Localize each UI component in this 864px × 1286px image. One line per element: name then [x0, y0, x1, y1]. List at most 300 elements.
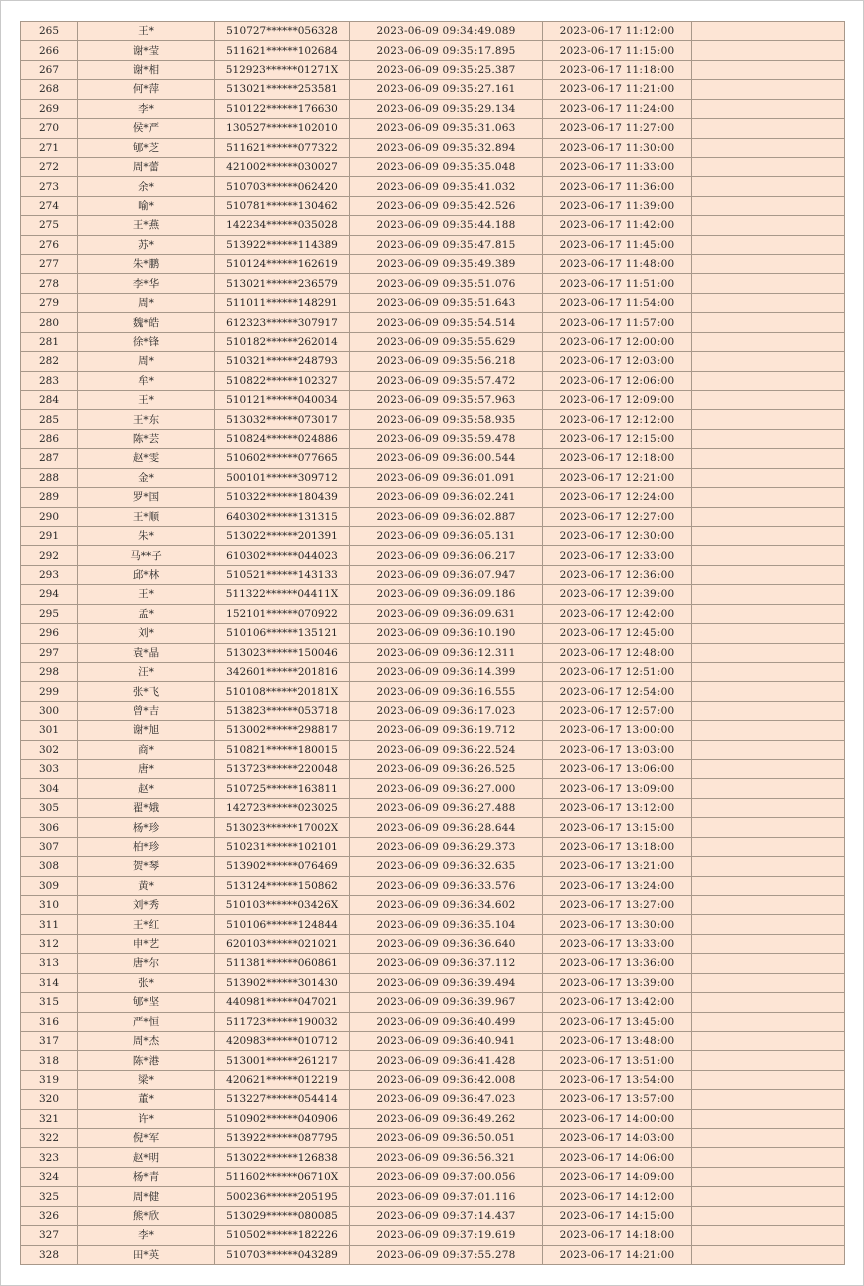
row-number-cell: 278 [21, 274, 78, 293]
name-cell: 杨*青 [78, 1167, 215, 1186]
id-number-cell: 510725******163811 [215, 779, 350, 798]
table-row [21, 371, 845, 390]
row-number-cell: 323 [21, 1148, 78, 1167]
submit-time-cell: 2023-06-09 09:36:42.008 [350, 1070, 543, 1089]
row-number-cell: 304 [21, 779, 78, 798]
id-number-cell: 510106******124844 [215, 915, 350, 934]
table-row [21, 818, 845, 837]
table-row [21, 546, 845, 565]
row-number-cell: 281 [21, 332, 78, 351]
submit-time-cell: 2023-06-09 09:36:05.131 [350, 526, 543, 545]
remark-cell [692, 798, 845, 817]
appointment-time-cell: 2023-06-17 12:27:00 [543, 507, 692, 526]
appointment-time-cell: 2023-06-17 13:39:00 [543, 973, 692, 992]
id-number-cell: 510781******130462 [215, 196, 350, 215]
id-number-cell: 500236******205195 [215, 1187, 350, 1206]
row-number-cell: 273 [21, 177, 78, 196]
submit-time-cell: 2023-06-09 09:36:00.544 [350, 449, 543, 468]
remark-cell [692, 662, 845, 681]
submit-time-cell: 2023-06-09 09:36:19.712 [350, 721, 543, 740]
id-number-cell: 511621******102684 [215, 41, 350, 60]
row-number-cell: 309 [21, 876, 78, 895]
submit-time-cell: 2023-06-09 09:36:22.524 [350, 740, 543, 759]
table-row [21, 1031, 845, 1050]
table-row [21, 410, 845, 429]
id-number-cell: 513029******080085 [215, 1206, 350, 1225]
table-row [21, 915, 845, 934]
name-cell: 曾*吉 [78, 701, 215, 720]
id-number-cell: 513022******201391 [215, 526, 350, 545]
name-cell: 马**子 [78, 546, 215, 565]
row-number-cell: 283 [21, 371, 78, 390]
registration-table [20, 21, 845, 1265]
table-row [21, 876, 845, 895]
remark-cell [692, 235, 845, 254]
remark-cell [692, 1109, 845, 1128]
name-cell: 孟* [78, 604, 215, 623]
id-number-cell: 513001******261217 [215, 1051, 350, 1070]
remark-cell [692, 488, 845, 507]
table-row [21, 274, 845, 293]
remark-cell [692, 624, 845, 643]
table-row [21, 235, 845, 254]
row-number-cell: 282 [21, 352, 78, 371]
name-cell: 朱* [78, 526, 215, 545]
remark-cell [692, 177, 845, 196]
id-number-cell: 500101******309712 [215, 468, 350, 487]
id-number-cell: 510122******176630 [215, 99, 350, 118]
table-row [21, 196, 845, 215]
row-number-cell: 303 [21, 760, 78, 779]
row-number-cell: 313 [21, 954, 78, 973]
appointment-time-cell: 2023-06-17 13:24:00 [543, 876, 692, 895]
remark-cell [692, 468, 845, 487]
remark-cell [692, 255, 845, 274]
appointment-time-cell: 2023-06-17 13:06:00 [543, 760, 692, 779]
appointment-time-cell: 2023-06-17 11:54:00 [543, 293, 692, 312]
submit-time-cell: 2023-06-09 09:36:39.967 [350, 993, 543, 1012]
row-number-cell: 302 [21, 740, 78, 759]
row-number-cell: 284 [21, 391, 78, 410]
id-number-cell: 513021******253581 [215, 80, 350, 99]
row-number-cell: 274 [21, 196, 78, 215]
submit-time-cell: 2023-06-09 09:35:47.815 [350, 235, 543, 254]
appointment-time-cell: 2023-06-17 12:39:00 [543, 585, 692, 604]
name-cell: 谢*莹 [78, 41, 215, 60]
appointment-time-cell: 2023-06-17 14:12:00 [543, 1187, 692, 1206]
table-row [21, 99, 845, 118]
row-number-cell: 306 [21, 818, 78, 837]
row-number-cell: 291 [21, 526, 78, 545]
table-row [21, 1187, 845, 1206]
row-number-cell: 279 [21, 293, 78, 312]
table-row [21, 1167, 845, 1186]
submit-time-cell: 2023-06-09 09:36:01.091 [350, 468, 543, 487]
table-row [21, 507, 845, 526]
table-row [21, 954, 845, 973]
row-number-cell: 289 [21, 488, 78, 507]
appointment-time-cell: 2023-06-17 13:36:00 [543, 954, 692, 973]
id-number-cell: 511602******06710X [215, 1167, 350, 1186]
remark-cell [692, 740, 845, 759]
id-number-cell: 513902******301430 [215, 973, 350, 992]
table-row [21, 993, 845, 1012]
submit-time-cell: 2023-06-09 09:36:07.947 [350, 565, 543, 584]
row-number-cell: 276 [21, 235, 78, 254]
appointment-time-cell: 2023-06-17 13:57:00 [543, 1090, 692, 1109]
name-cell: 李* [78, 99, 215, 118]
appointment-time-cell: 2023-06-17 13:00:00 [543, 721, 692, 740]
submit-time-cell: 2023-06-09 09:37:01.116 [350, 1187, 543, 1206]
name-cell: 李*华 [78, 274, 215, 293]
row-number-cell: 272 [21, 157, 78, 176]
appointment-time-cell: 2023-06-17 12:42:00 [543, 604, 692, 623]
remark-cell [692, 60, 845, 79]
appointment-time-cell: 2023-06-17 11:12:00 [543, 22, 692, 41]
table-row [21, 80, 845, 99]
row-number-cell: 316 [21, 1012, 78, 1031]
name-cell: 熊*欣 [78, 1206, 215, 1225]
submit-time-cell: 2023-06-09 09:36:17.023 [350, 701, 543, 720]
row-number-cell: 294 [21, 585, 78, 604]
table-row [21, 624, 845, 643]
id-number-cell: 510902******040906 [215, 1109, 350, 1128]
submit-time-cell: 2023-06-09 09:36:26.525 [350, 760, 543, 779]
name-cell: 黄* [78, 876, 215, 895]
submit-time-cell: 2023-06-09 09:36:27.488 [350, 798, 543, 817]
remark-cell [692, 1129, 845, 1148]
submit-time-cell: 2023-06-09 09:37:55.278 [350, 1245, 543, 1264]
remark-cell [692, 1070, 845, 1089]
row-number-cell: 324 [21, 1167, 78, 1186]
remark-cell [692, 895, 845, 914]
table-row [21, 22, 845, 41]
table-row [21, 526, 845, 545]
id-number-cell: 510521******143133 [215, 565, 350, 584]
remark-cell [692, 546, 845, 565]
remark-cell [692, 701, 845, 720]
remark-cell [692, 973, 845, 992]
name-cell: 苏* [78, 235, 215, 254]
appointment-time-cell: 2023-06-17 11:51:00 [543, 274, 692, 293]
name-cell: 王* [78, 391, 215, 410]
id-number-cell: 513902******076469 [215, 857, 350, 876]
remark-cell [692, 216, 845, 235]
name-cell: 倪*军 [78, 1129, 215, 1148]
remark-cell [692, 604, 845, 623]
remark-cell [692, 196, 845, 215]
row-number-cell: 308 [21, 857, 78, 876]
appointment-time-cell: 2023-06-17 14:06:00 [543, 1148, 692, 1167]
table-row [21, 740, 845, 759]
id-number-cell: 342601******201816 [215, 662, 350, 681]
id-number-cell: 420621******012219 [215, 1070, 350, 1089]
table-row [21, 1012, 845, 1031]
appointment-time-cell: 2023-06-17 12:45:00 [543, 624, 692, 643]
id-number-cell: 511011******148291 [215, 293, 350, 312]
table-row [21, 798, 845, 817]
submit-time-cell: 2023-06-09 09:36:56.321 [350, 1148, 543, 1167]
remark-cell [692, 1245, 845, 1264]
appointment-time-cell: 2023-06-17 12:30:00 [543, 526, 692, 545]
table-row [21, 837, 845, 856]
appointment-time-cell: 2023-06-17 12:12:00 [543, 410, 692, 429]
appointment-time-cell: 2023-06-17 12:06:00 [543, 371, 692, 390]
id-number-cell: 612323******307917 [215, 313, 350, 332]
appointment-time-cell: 2023-06-17 12:03:00 [543, 352, 692, 371]
row-number-cell: 317 [21, 1031, 78, 1050]
submit-time-cell: 2023-06-09 09:36:10.190 [350, 624, 543, 643]
id-number-cell: 130527******102010 [215, 119, 350, 138]
submit-time-cell: 2023-06-09 09:36:12.311 [350, 643, 543, 662]
name-cell: 刘*秀 [78, 895, 215, 914]
row-number-cell: 268 [21, 80, 78, 99]
appointment-time-cell: 2023-06-17 12:21:00 [543, 468, 692, 487]
remark-cell [692, 507, 845, 526]
row-number-cell: 297 [21, 643, 78, 662]
id-number-cell: 510231******102101 [215, 837, 350, 856]
submit-time-cell: 2023-06-09 09:36:06.217 [350, 546, 543, 565]
submit-time-cell: 2023-06-09 09:35:57.472 [350, 371, 543, 390]
table-row [21, 1148, 845, 1167]
appointment-time-cell: 2023-06-17 12:24:00 [543, 488, 692, 507]
appointment-time-cell: 2023-06-17 13:42:00 [543, 993, 692, 1012]
row-number-cell: 290 [21, 507, 78, 526]
row-number-cell: 292 [21, 546, 78, 565]
remark-cell [692, 682, 845, 701]
submit-time-cell: 2023-06-09 09:35:27.161 [350, 80, 543, 99]
submit-time-cell: 2023-06-09 09:35:31.063 [350, 119, 543, 138]
submit-time-cell: 2023-06-09 09:36:35.104 [350, 915, 543, 934]
table-row [21, 488, 845, 507]
row-number-cell: 318 [21, 1051, 78, 1070]
remark-cell [692, 1206, 845, 1225]
remark-cell [692, 1148, 845, 1167]
table-row [21, 216, 845, 235]
remark-cell [692, 1012, 845, 1031]
row-number-cell: 266 [21, 41, 78, 60]
name-cell: 陈*芸 [78, 429, 215, 448]
name-cell: 翟*娥 [78, 798, 215, 817]
remark-cell [692, 138, 845, 157]
remark-cell [692, 818, 845, 837]
table-row [21, 1090, 845, 1109]
submit-time-cell: 2023-06-09 09:36:28.644 [350, 818, 543, 837]
remark-cell [692, 1226, 845, 1245]
remark-cell [692, 274, 845, 293]
id-number-cell: 513002******298817 [215, 721, 350, 740]
name-cell: 田*英 [78, 1245, 215, 1264]
remark-cell [692, 391, 845, 410]
id-number-cell: 510727******056328 [215, 22, 350, 41]
appointment-time-cell: 2023-06-17 11:27:00 [543, 119, 692, 138]
appointment-time-cell: 2023-06-17 13:18:00 [543, 837, 692, 856]
row-number-cell: 300 [21, 701, 78, 720]
row-number-cell: 265 [21, 22, 78, 41]
row-number-cell: 287 [21, 449, 78, 468]
submit-time-cell: 2023-06-09 09:37:19.619 [350, 1226, 543, 1245]
name-cell: 李* [78, 1226, 215, 1245]
remark-cell [692, 157, 845, 176]
id-number-cell: 510124******162619 [215, 255, 350, 274]
id-number-cell: 510703******062420 [215, 177, 350, 196]
appointment-time-cell: 2023-06-17 11:42:00 [543, 216, 692, 235]
id-number-cell: 510502******182226 [215, 1226, 350, 1245]
row-number-cell: 319 [21, 1070, 78, 1089]
id-number-cell: 152101******070922 [215, 604, 350, 623]
id-number-cell: 420983******010712 [215, 1031, 350, 1050]
table-row [21, 701, 845, 720]
appointment-time-cell: 2023-06-17 12:33:00 [543, 546, 692, 565]
remark-cell [692, 22, 845, 41]
row-number-cell: 312 [21, 934, 78, 953]
appointment-time-cell: 2023-06-17 11:24:00 [543, 99, 692, 118]
name-cell: 徐*锋 [78, 332, 215, 351]
table-row [21, 1206, 845, 1225]
appointment-time-cell: 2023-06-17 12:09:00 [543, 391, 692, 410]
submit-time-cell: 2023-06-09 09:36:27.000 [350, 779, 543, 798]
table-body [21, 22, 845, 1265]
remark-cell [692, 876, 845, 895]
id-number-cell: 510182******262014 [215, 332, 350, 351]
name-cell: 罗*国 [78, 488, 215, 507]
submit-time-cell: 2023-06-09 09:36:09.186 [350, 585, 543, 604]
id-number-cell: 513124******150862 [215, 876, 350, 895]
appointment-time-cell: 2023-06-17 13:30:00 [543, 915, 692, 934]
submit-time-cell: 2023-06-09 09:35:51.643 [350, 293, 543, 312]
table-row [21, 760, 845, 779]
remark-cell [692, 449, 845, 468]
name-cell: 郇*芝 [78, 138, 215, 157]
id-number-cell: 510322******180439 [215, 488, 350, 507]
submit-time-cell: 2023-06-09 09:36:39.494 [350, 973, 543, 992]
id-number-cell: 513023******17002X [215, 818, 350, 837]
appointment-time-cell: 2023-06-17 14:09:00 [543, 1167, 692, 1186]
id-number-cell: 513023******150046 [215, 643, 350, 662]
appointment-time-cell: 2023-06-17 12:00:00 [543, 332, 692, 351]
submit-time-cell: 2023-06-09 09:36:49.262 [350, 1109, 543, 1128]
remark-cell [692, 585, 845, 604]
id-number-cell: 142234******035028 [215, 216, 350, 235]
name-cell: 贺*琴 [78, 857, 215, 876]
appointment-time-cell: 2023-06-17 13:45:00 [543, 1012, 692, 1031]
id-number-cell: 513922******114389 [215, 235, 350, 254]
appointment-time-cell: 2023-06-17 13:21:00 [543, 857, 692, 876]
id-number-cell: 511381******060861 [215, 954, 350, 973]
name-cell: 许* [78, 1109, 215, 1128]
table-row [21, 41, 845, 60]
submit-time-cell: 2023-06-09 09:35:41.032 [350, 177, 543, 196]
remark-cell [692, 857, 845, 876]
row-number-cell: 328 [21, 1245, 78, 1264]
name-cell: 袁*晶 [78, 643, 215, 662]
row-number-cell: 286 [21, 429, 78, 448]
table-row [21, 157, 845, 176]
table-row [21, 1109, 845, 1128]
remark-cell [692, 1187, 845, 1206]
name-cell: 牟* [78, 371, 215, 390]
table-row [21, 468, 845, 487]
id-number-cell: 512923******01271X [215, 60, 350, 79]
submit-time-cell: 2023-06-09 09:36:40.499 [350, 1012, 543, 1031]
appointment-time-cell: 2023-06-17 11:39:00 [543, 196, 692, 215]
submit-time-cell: 2023-06-09 09:35:55.629 [350, 332, 543, 351]
appointment-time-cell: 2023-06-17 11:33:00 [543, 157, 692, 176]
table-row [21, 391, 845, 410]
appointment-time-cell: 2023-06-17 13:15:00 [543, 818, 692, 837]
row-number-cell: 315 [21, 993, 78, 1012]
submit-time-cell: 2023-06-09 09:35:44.188 [350, 216, 543, 235]
appointment-time-cell: 2023-06-17 13:09:00 [543, 779, 692, 798]
submit-time-cell: 2023-06-09 09:36:14.399 [350, 662, 543, 681]
appointment-time-cell: 2023-06-17 11:48:00 [543, 255, 692, 274]
id-number-cell: 510824******024886 [215, 429, 350, 448]
id-number-cell: 620103******021021 [215, 934, 350, 953]
submit-time-cell: 2023-06-09 09:35:25.387 [350, 60, 543, 79]
row-number-cell: 271 [21, 138, 78, 157]
row-number-cell: 325 [21, 1187, 78, 1206]
row-number-cell: 288 [21, 468, 78, 487]
appointment-time-cell: 2023-06-17 12:57:00 [543, 701, 692, 720]
row-number-cell: 314 [21, 973, 78, 992]
name-cell: 侯*严 [78, 119, 215, 138]
remark-cell [692, 1090, 845, 1109]
table-row [21, 313, 845, 332]
remark-cell [692, 1051, 845, 1070]
submit-time-cell: 2023-06-09 09:36:50.051 [350, 1129, 543, 1148]
appointment-time-cell: 2023-06-17 14:00:00 [543, 1109, 692, 1128]
table-row [21, 1070, 845, 1089]
row-number-cell: 311 [21, 915, 78, 934]
remark-cell [692, 293, 845, 312]
table-row [21, 293, 845, 312]
id-number-cell: 513227******054414 [215, 1090, 350, 1109]
submit-time-cell: 2023-06-09 09:36:47.023 [350, 1090, 543, 1109]
name-cell: 申*艺 [78, 934, 215, 953]
submit-time-cell: 2023-06-09 09:35:17.895 [350, 41, 543, 60]
remark-cell [692, 954, 845, 973]
id-number-cell: 510121******040034 [215, 391, 350, 410]
row-number-cell: 299 [21, 682, 78, 701]
row-number-cell: 310 [21, 895, 78, 914]
table-row [21, 138, 845, 157]
appointment-time-cell: 2023-06-17 13:27:00 [543, 895, 692, 914]
appointment-time-cell: 2023-06-17 14:03:00 [543, 1129, 692, 1148]
remark-cell [692, 313, 845, 332]
submit-time-cell: 2023-06-09 09:35:56.218 [350, 352, 543, 371]
id-number-cell: 510703******043289 [215, 1245, 350, 1264]
id-number-cell: 513021******236579 [215, 274, 350, 293]
name-cell: 周*健 [78, 1187, 215, 1206]
table-row [21, 662, 845, 681]
name-cell: 王*红 [78, 915, 215, 934]
id-number-cell: 510321******248793 [215, 352, 350, 371]
remark-cell [692, 99, 845, 118]
id-number-cell: 513723******220048 [215, 760, 350, 779]
row-number-cell: 301 [21, 721, 78, 740]
submit-time-cell: 2023-06-09 09:36:40.941 [350, 1031, 543, 1050]
id-number-cell: 440981******047021 [215, 993, 350, 1012]
id-number-cell: 510108******20181X [215, 682, 350, 701]
appointment-time-cell: 2023-06-17 12:54:00 [543, 682, 692, 701]
appointment-time-cell: 2023-06-17 13:03:00 [543, 740, 692, 759]
name-cell: 何*萍 [78, 80, 215, 99]
name-cell: 赵*明 [78, 1148, 215, 1167]
appointment-time-cell: 2023-06-17 13:54:00 [543, 1070, 692, 1089]
name-cell: 张*飞 [78, 682, 215, 701]
id-number-cell: 513022******126838 [215, 1148, 350, 1167]
id-number-cell: 513823******053718 [215, 701, 350, 720]
